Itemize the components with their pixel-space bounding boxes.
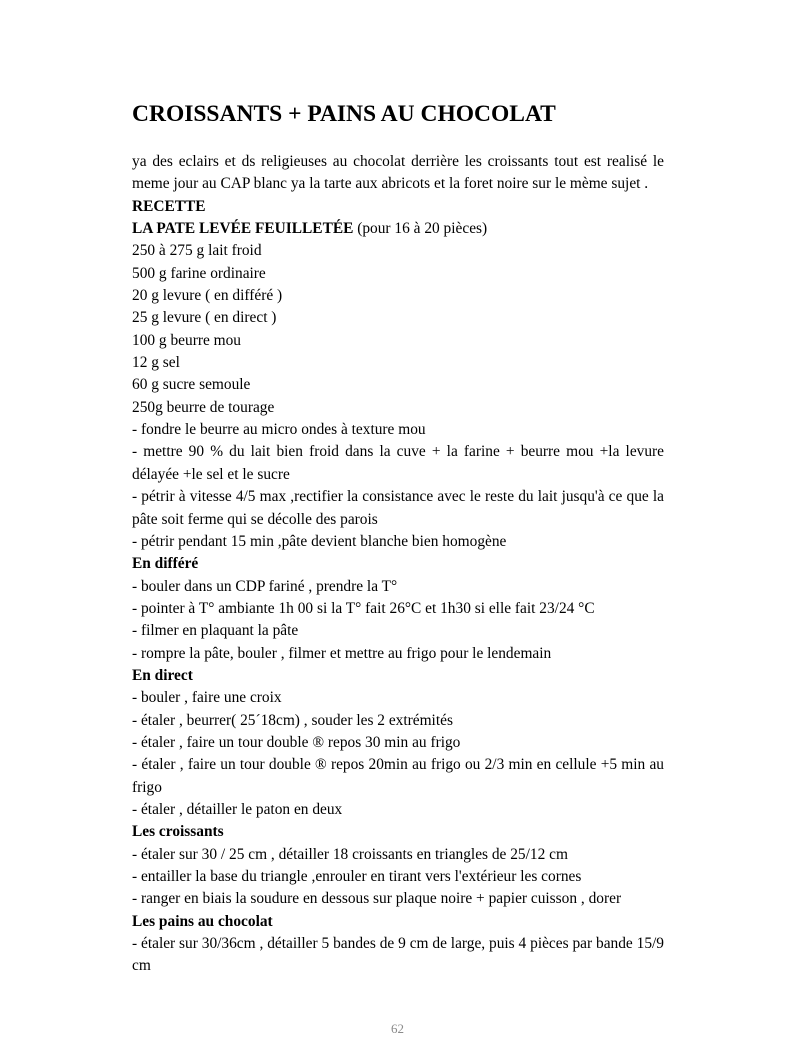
ingredient-line: 250 à 275 g lait froid — [132, 242, 262, 260]
direct-line: - étaler , faire un tour double ® repos 30 min au frigo — [132, 733, 461, 751]
ingredient-line: 25 g levure ( en direct ) — [132, 309, 277, 327]
direct-line: - étaler , détailler le paton en deux — [132, 800, 343, 818]
croissants-heading: Les croissants — [132, 823, 224, 841]
differe-line: - rompre la pâte, bouler , filmer et mettre au frigo pour le lendemain — [132, 644, 552, 662]
differe-heading: En différé — [132, 555, 199, 573]
page-title: CROISSANTS + PAINS AU CHOCOLAT — [132, 101, 556, 127]
ingredient-line: 250g beurre de tourage — [132, 398, 275, 416]
step-line: - pétrir pendant 15 min ,pâte devient blanche bien homogène — [132, 532, 507, 550]
direct-line: - bouler , faire une croix — [132, 689, 282, 707]
step-line: - fondre le beurre au micro ondes à texture mou — [132, 421, 426, 439]
differe-line: - bouler dans un CDP fariné , prendre la T° — [132, 577, 398, 595]
ingredient-line: 500 g farine ordinaire — [132, 264, 266, 282]
pains-line: - étaler sur 30/36cm , détailler 5 bandes de 9 cm de large, puis 4 pièces par bande 15/9 cm — [132, 935, 664, 975]
differe-line: - filmer en plaquant la pâte — [132, 622, 299, 640]
pains-heading: Les pains au chocolat — [132, 912, 273, 930]
step-line: - mettre 90 % du lait bien froid dans la cuve + la farine + beurre mou +la levure délayée +le sel et le sucre — [132, 443, 664, 483]
direct-line: - étaler , faire un tour double ® repos 20min au frigo ou 2/3 min en cellule +5 min au frigo — [132, 756, 664, 796]
croissants-line: - ranger en biais la soudure en dessous sur plaque noire + papier cuisson , dorer — [132, 890, 622, 908]
page-number: 62 — [391, 1021, 404, 1036]
croissants-line: - étaler sur 30 / 25 cm , détailler 18 croissants en triangles de 25/12 cm — [132, 845, 568, 863]
croissants-line: - entailler la base du triangle ,enrouler en tirant vers l'extérieur les cornes — [132, 868, 582, 885]
direct-line: - étaler , beurrer( 25´18cm) , souder les 2 extrémités — [132, 711, 453, 729]
pate-heading-line — [132, 218, 664, 240]
step-line: - pétrir à vitesse 4/5 max ,rectifier la consistance avec le reste du lait jusqu'à ce que la pâte soit ferme qui se décolle des parois — [132, 488, 664, 528]
ingredient-line: 20 g levure ( en différé ) — [132, 287, 283, 305]
recette-heading: RECETTE — [132, 197, 206, 215]
ingredient-line: 12 g sel — [132, 354, 180, 372]
pate-yield: (pour 16 à 20 pièces) — [353, 220, 488, 238]
pate-heading: LA PATE LEVÉE FEUILLETÉE — [132, 220, 354, 238]
direct-heading: En direct — [132, 666, 193, 684]
ingredient-line: 60 g sucre semoule — [132, 376, 251, 394]
intro-paragraph: ya des eclairs et ds religieuses au chocolat derrière les croissants tout est realisé le meme jour au CAP blanc ya la tarte aux abricots et la foret noire sur le mème sujet . — [132, 153, 664, 193]
ingredient-line: 100 g beurre mou — [132, 331, 241, 349]
differe-line: - pointer à T° ambiante 1h 00 si la T° fait 26°C et 1h30 si elle fait 23/24 °C — [132, 599, 595, 617]
recipe-body — [132, 151, 664, 978]
